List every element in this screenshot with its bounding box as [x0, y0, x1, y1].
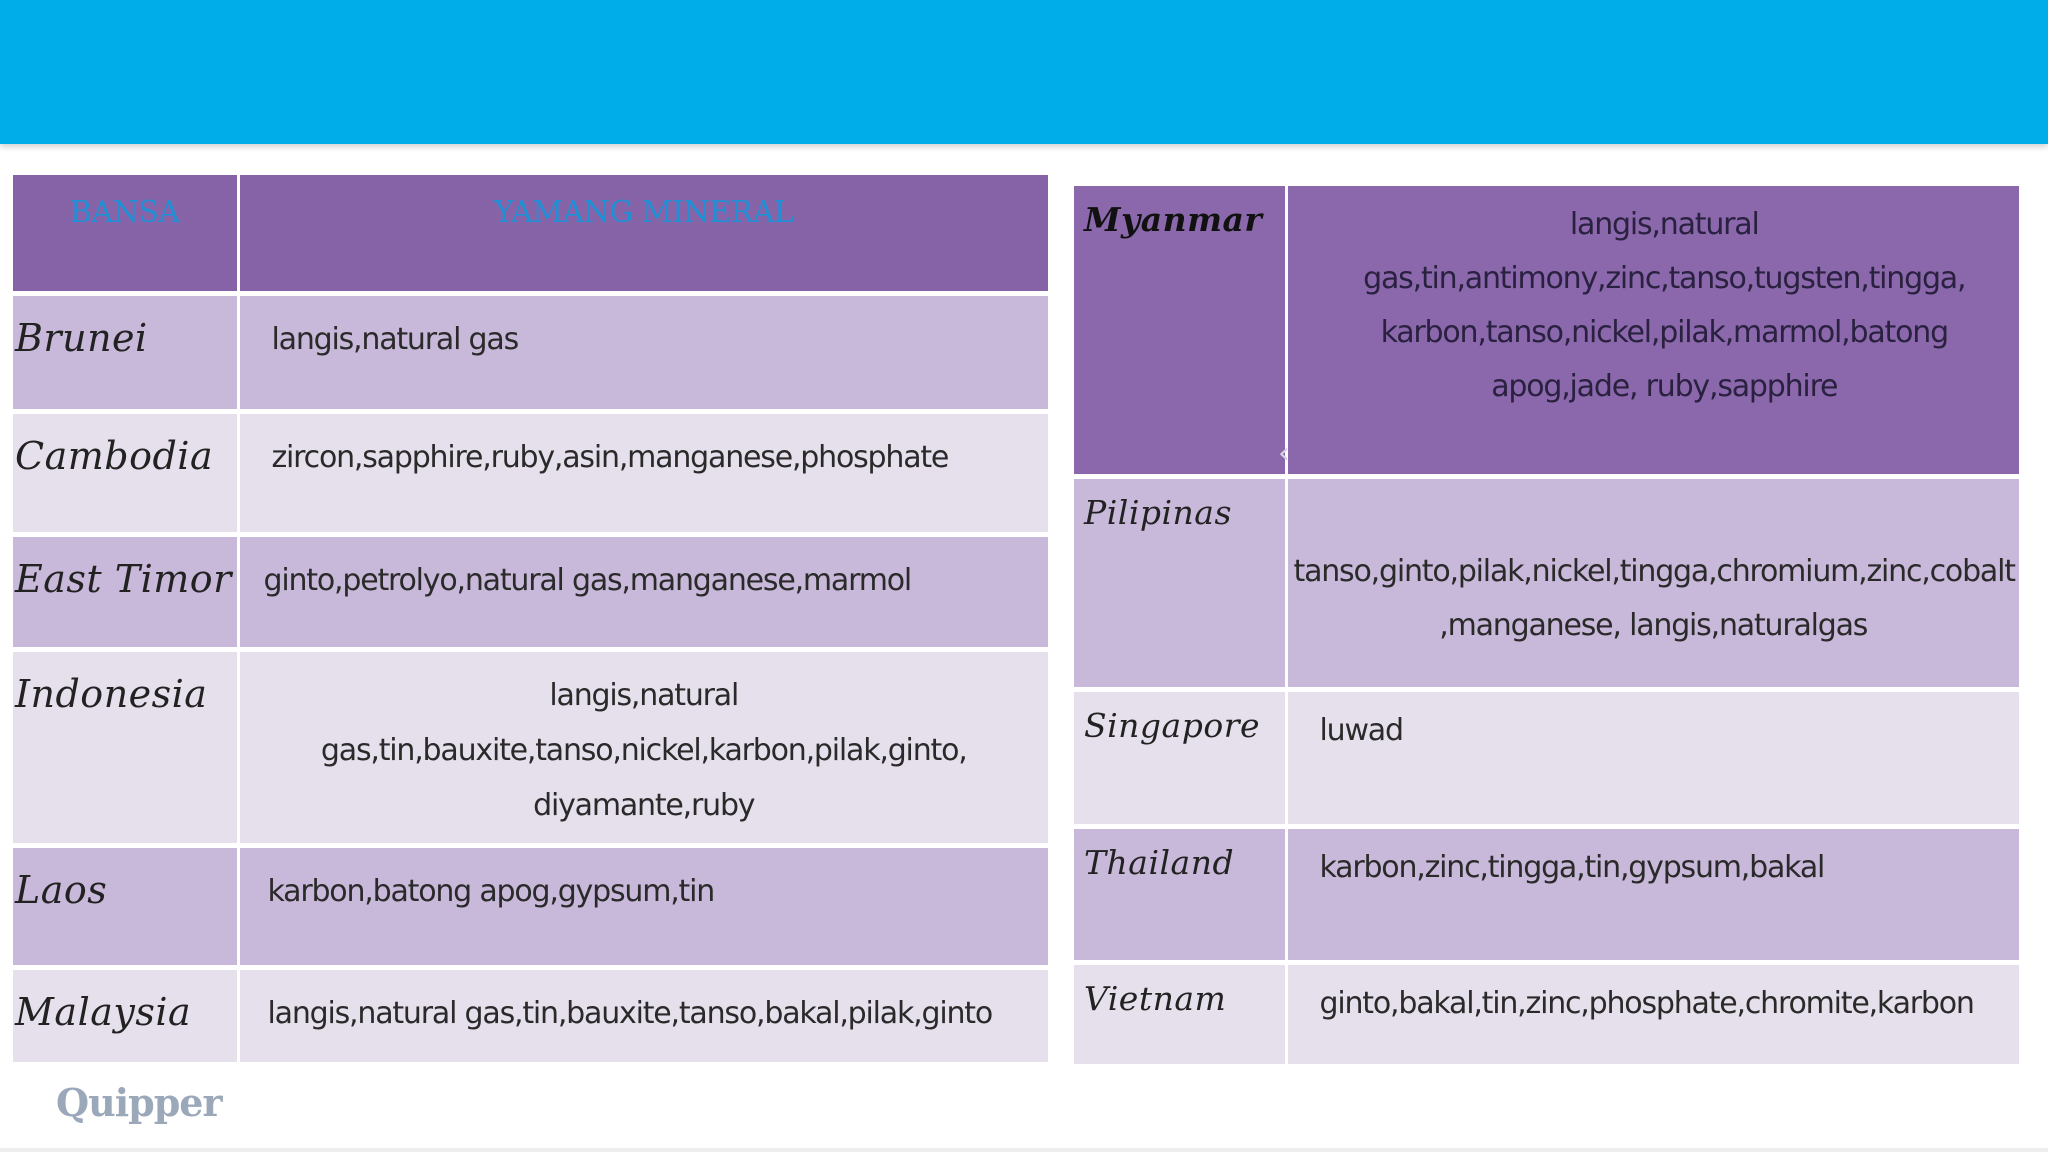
top-banner: [0, 0, 2048, 144]
table-row: [13, 967, 1048, 1062]
table-row: [13, 649, 1048, 845]
column-header-minerals: YAMANG MINERAL: [238, 175, 1048, 293]
country-cell: Brunei: [13, 293, 238, 411]
bottom-divider: [0, 1148, 2048, 1152]
country-cell: East Timor: [13, 534, 238, 649]
table-row: [1074, 476, 2019, 689]
minerals-cell: luwad: [1286, 689, 2019, 826]
table-row: [1074, 962, 2019, 1064]
quipper-logo: Quipper: [56, 1080, 222, 1125]
country-cell: Cambodia: [13, 411, 238, 534]
table-row: [13, 293, 1048, 411]
column-header-country: BANSA: [13, 175, 238, 293]
table-row: [1074, 826, 2019, 962]
table-row: [1074, 689, 2019, 826]
table-row: [1074, 186, 2019, 476]
resize-cursor-icon: ‹: [1278, 436, 1290, 471]
minerals-cell: langis,natural gas,tin,antimony,zinc,tanso,tugsten,tingga, karbon,tanso,nickel,pilak,marmol,batong apog,jade, ruby,sapphire: [1286, 186, 2019, 476]
minerals-table-right: [1074, 186, 2019, 1064]
table-row: [13, 411, 1048, 534]
minerals-cell: karbon,zinc,tingga,tin,gypsum,bakal: [1286, 826, 2019, 962]
table-header-row: [13, 175, 1048, 293]
minerals-cell: ginto,petrolyo,natural gas,manganese,marmol: [238, 534, 1048, 649]
country-cell: Pilipinas: [1074, 476, 1286, 689]
country-cell: Laos: [13, 845, 238, 967]
minerals-cell: karbon,batong apog,gypsum,tin: [238, 845, 1048, 967]
minerals-cell: langis,natural gas,tin,bauxite,tanso,nickel,karbon,pilak,ginto, diyamante,ruby: [238, 649, 1048, 845]
table-row: [13, 534, 1048, 649]
country-cell: Malaysia: [13, 967, 238, 1062]
country-cell: Vietnam: [1074, 962, 1286, 1064]
country-cell: Thailand: [1074, 826, 1286, 962]
country-cell: Indonesia: [13, 649, 238, 845]
minerals-cell: langis,natural gas: [238, 293, 1048, 411]
minerals-table-left: [13, 175, 1048, 1062]
country-cell: Myanmar: [1074, 186, 1286, 476]
minerals-cell: zircon,sapphire,ruby,asin,manganese,phosphate: [238, 411, 1048, 534]
minerals-cell: tanso,ginto,pilak,nickel,tingga,chromium,zinc,cobalt ,manganese, langis,naturalgas: [1286, 476, 2019, 689]
minerals-cell: ginto,bakal,tin,zinc,phosphate,chromite,karbon: [1319, 985, 1974, 1021]
minerals-cell: langis,natural gas,tin,bauxite,tanso,bakal,pilak,ginto: [267, 995, 992, 1031]
table-row: [13, 845, 1048, 967]
country-cell: Singapore: [1074, 689, 1286, 826]
